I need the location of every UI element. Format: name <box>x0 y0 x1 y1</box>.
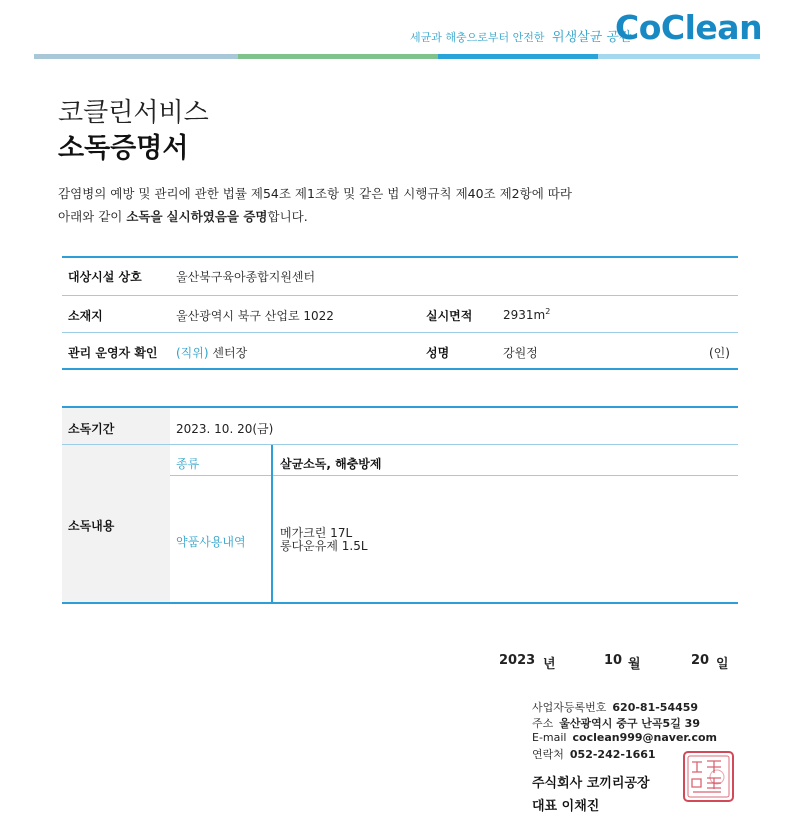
intro-line-2 <box>58 205 572 228</box>
date-year-unit: 년 <box>543 657 556 672</box>
seal-mark: (인) <box>709 346 730 360</box>
table-divider <box>62 332 738 333</box>
table-border <box>62 602 738 604</box>
name-value: 강원정 <box>503 346 538 360</box>
area-value <box>503 307 550 322</box>
type-value: 살균소독, 해충방제 <box>280 457 382 471</box>
content-label: 소독내용 <box>68 519 115 533</box>
address-info-value: 울산광역시 중구 난곡5길 39 <box>559 717 700 730</box>
company-phone <box>532 746 656 762</box>
area-unit-sup: 2 <box>545 307 551 316</box>
company-address <box>532 715 700 731</box>
phone-value: 052-242-1661 <box>569 748 656 761</box>
table-divider <box>170 475 738 476</box>
chemical-label: 약품사용내역 <box>176 535 246 549</box>
table-divider <box>62 295 738 296</box>
company-reg-number <box>532 699 698 715</box>
date-month-unit: 월 <box>628 657 641 672</box>
chemical-line-2: 롱다운유제 1.5L <box>280 539 368 553</box>
address-label: 소재지 <box>68 309 103 323</box>
company-seal-stamp <box>681 749 736 804</box>
manager-role-value: 센터장 <box>212 346 248 360</box>
email-value: coclean999@naver.com <box>572 731 718 744</box>
manager-role <box>176 344 247 361</box>
date-day-unit: 일 <box>716 657 729 672</box>
area-number: 2931m <box>503 308 546 322</box>
chemical-line-1: 메가크린 17L <box>280 526 353 540</box>
manager-role-prefix: (직위) <box>176 346 209 360</box>
address-info-label: 주소 <box>532 717 554 730</box>
reg-label: 사업자등록번호 <box>532 701 607 714</box>
intro-paragraph <box>58 182 572 228</box>
manager-label: 관리 운영자 확인 <box>68 346 158 360</box>
period-label: 소독기간 <box>68 422 115 436</box>
ceo-name: 대표 이채진 <box>532 799 600 814</box>
tagline-emphasis: 위생살균 공간 <box>552 30 632 45</box>
table-border <box>62 256 738 258</box>
column-divider <box>271 445 273 603</box>
period-value: 2023. 10. 20(금) <box>176 422 274 436</box>
table-border <box>62 368 738 370</box>
facility-name-label: 대상시설 상호 <box>68 270 142 284</box>
intro-bold: 소독을 <box>126 209 163 224</box>
address-value: 울산광역시 북구 산업로 1022 <box>176 309 334 323</box>
date-month: 10 <box>604 653 623 668</box>
email-label: E-mail <box>532 731 567 744</box>
area-label: 실시면적 <box>426 309 473 323</box>
header-band-segment <box>438 54 598 59</box>
company-email <box>532 731 717 744</box>
intro-bold: 실시하였음을 증명 <box>166 209 268 224</box>
header-band-segment <box>238 54 438 59</box>
company-name: 주식회사 코끼리공장 <box>532 776 650 791</box>
phone-label: 연락처 <box>532 748 564 761</box>
type-label: 종류 <box>176 457 200 471</box>
name-label: 성명 <box>426 346 450 360</box>
date-day: 20 <box>691 653 710 668</box>
document-title: 소독증명서 <box>58 133 189 164</box>
intro-text: 아래와 같이 <box>58 209 127 224</box>
header-band-segment <box>34 54 238 59</box>
row-bg <box>62 258 738 295</box>
tagline-text: 세균과 해충으로부터 안전한 <box>410 31 545 44</box>
reg-value: 620-81-54459 <box>612 701 699 714</box>
tagline <box>410 26 632 45</box>
header-band-segment <box>598 54 760 59</box>
service-title: 코클린서비스 <box>58 98 209 128</box>
facility-name-value: 울산북구육아종합지원센터 <box>176 270 316 284</box>
coclean-logo: CoClean <box>615 8 763 47</box>
date-year: 2023 <box>499 653 536 668</box>
intro-line-1: 감염병의 예방 및 관리에 관한 법률 제54조 제1조항 및 같은 법 시행규칙 제40조 제2항에 따라 <box>58 186 572 201</box>
intro-text: 합니다. <box>267 209 308 224</box>
